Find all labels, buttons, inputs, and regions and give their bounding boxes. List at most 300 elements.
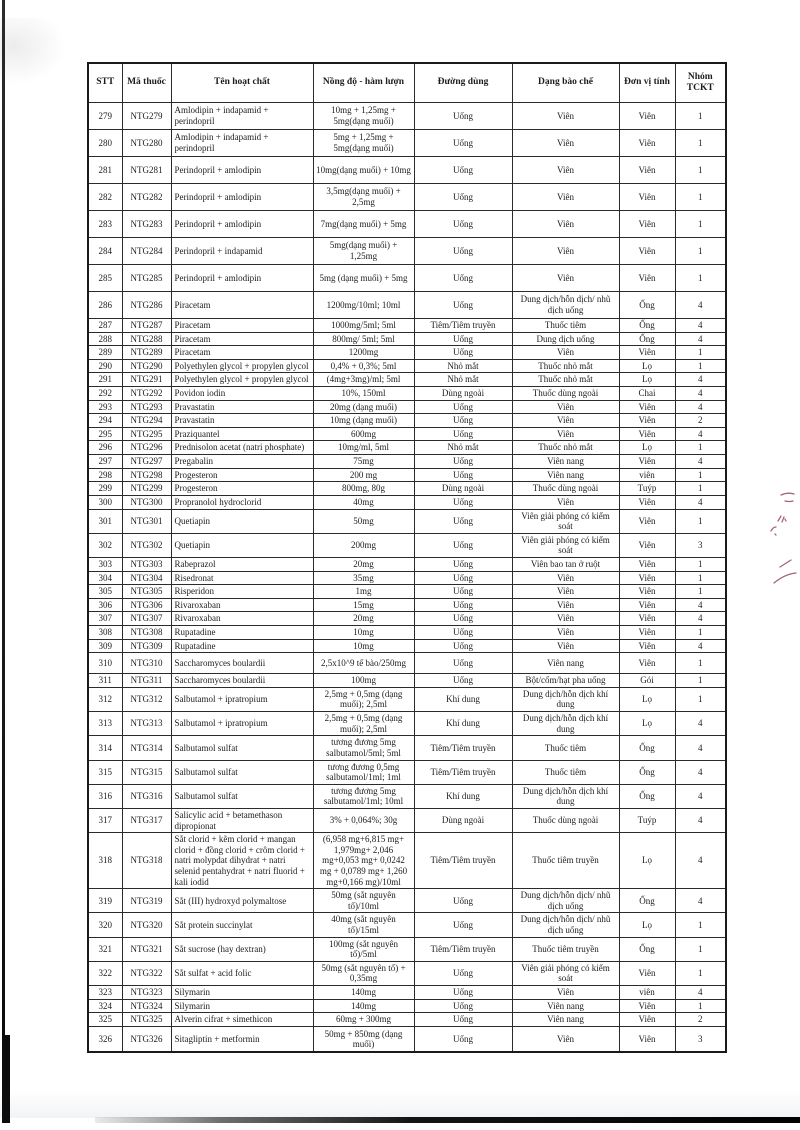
cell-nhom-tckt: 4	[675, 889, 726, 913]
cell-dang-bao-che: Viên	[512, 495, 619, 509]
col-header-dang-bao-che: Dạng bào chế	[512, 63, 619, 103]
cell-nong-do: 20mg	[313, 612, 414, 626]
scan-bottom-haze	[0, 1090, 800, 1118]
cell-stt: 289	[88, 346, 122, 360]
cell-dang-bao-che: Dung dịch/hỗn dịch khí dung	[512, 784, 619, 808]
cell-don-vi-tinh: Ống	[619, 784, 675, 808]
cell-duong-dung: Uống	[414, 346, 512, 360]
cell-stt: 288	[88, 332, 122, 346]
cell-ten-hoat-chat: Sitagliptin + metformin	[171, 1026, 313, 1052]
cell-duong-dung: Uống	[414, 585, 512, 599]
cell-dang-bao-che: Viên giải phóng có kiểm soát	[512, 509, 619, 533]
cell-stt: 309	[88, 639, 122, 653]
cell-nhom-tckt: 2	[675, 1013, 726, 1027]
table-row	[88, 373, 726, 387]
cell-dang-bao-che: Viên	[512, 184, 619, 211]
cell-ma-thuoc: NTG284	[122, 238, 171, 265]
cell-duong-dung: Nhỏ mắt	[414, 359, 512, 373]
cell-duong-dung: Uống	[414, 612, 512, 626]
cell-nhom-tckt: 4	[675, 612, 726, 626]
cell-nhom-tckt: 1	[675, 441, 726, 455]
table-row	[88, 184, 726, 211]
table-row	[88, 598, 726, 612]
cell-duong-dung: Uống	[414, 999, 512, 1013]
cell-dang-bao-che: Thuốc tiêm truyền	[512, 833, 619, 889]
cell-don-vi-tinh: Viên	[619, 346, 675, 360]
cell-dang-bao-che: Bột/cốm/hạt pha uống	[512, 674, 619, 688]
table-row	[88, 1013, 726, 1027]
cell-duong-dung: Dùng ngoài	[414, 482, 512, 496]
cell-duong-dung: Uống	[414, 400, 512, 414]
cell-don-vi-tinh: Viên	[619, 157, 675, 184]
cell-ma-thuoc: NTG304	[122, 571, 171, 585]
cell-duong-dung: Uống	[414, 1026, 512, 1052]
cell-ten-hoat-chat: Pravastatin	[171, 414, 313, 428]
table-row	[88, 833, 726, 889]
cell-don-vi-tinh: Lọ	[619, 833, 675, 889]
cell-ma-thuoc: NTG299	[122, 482, 171, 496]
cell-ten-hoat-chat: Risedronat	[171, 571, 313, 585]
cell-dang-bao-che: Dung dịch/hỗn dịch khí dung	[512, 712, 619, 736]
cell-ma-thuoc: NTG313	[122, 712, 171, 736]
cell-dang-bao-che: Viên	[512, 598, 619, 612]
cell-nong-do: 0,4% + 0,3%; 5ml	[313, 359, 414, 373]
cell-stt: 317	[88, 808, 122, 832]
cell-nhom-tckt: 2	[675, 414, 726, 428]
table-row	[88, 130, 726, 157]
cell-nhom-tckt: 4	[675, 833, 726, 889]
cell-don-vi-tinh: Viên	[619, 999, 675, 1013]
cell-stt: 315	[88, 760, 122, 784]
cell-nhom-tckt: 4	[675, 712, 726, 736]
cell-don-vi-tinh: Lọ	[619, 359, 675, 373]
cell-don-vi-tinh: Viên	[619, 585, 675, 599]
cell-dang-bao-che: Thuốc tiêm	[512, 760, 619, 784]
cell-nong-do: tương đương 5mg salbutamol/1ml; 10ml	[313, 784, 414, 808]
col-header-ten-hoat-chat: Tên hoạt chất	[171, 63, 313, 103]
cell-duong-dung: Uống	[414, 509, 512, 533]
cell-don-vi-tinh: Viên	[619, 427, 675, 441]
cell-ma-thuoc: NTG310	[122, 653, 171, 674]
cell-duong-dung: Dùng ngoài	[414, 387, 512, 401]
cell-nhom-tckt: 4	[675, 808, 726, 832]
cell-nhom-tckt: 1	[675, 653, 726, 674]
cell-stt: 323	[88, 986, 122, 1000]
cell-nhom-tckt: 4	[675, 292, 726, 319]
table-row	[88, 626, 726, 640]
cell-nong-do: (6,958 mg+6,815 mg+ 1,979mg+ 2,046 mg+0,053 mg+ 0,0242 mg + 0,0789 mg+ 1,260 mg+0,166 mg)/10ml	[313, 833, 414, 889]
cell-ma-thuoc: NTG315	[122, 760, 171, 784]
cell-duong-dung: Dùng ngoài	[414, 808, 512, 832]
cell-ten-hoat-chat: Rabeprazol	[171, 557, 313, 571]
cell-ten-hoat-chat: Sắt sucrose (hay dextran)	[171, 937, 313, 961]
cell-ten-hoat-chat: Propranolol hydroclorid	[171, 495, 313, 509]
cell-don-vi-tinh: Ống	[619, 292, 675, 319]
cell-ten-hoat-chat: Perindopril + amlodipin	[171, 184, 313, 211]
cell-ten-hoat-chat: Silymarin	[171, 986, 313, 1000]
cell-ma-thuoc: NTG302	[122, 533, 171, 557]
cell-ten-hoat-chat: Praziquantel	[171, 427, 313, 441]
cell-ten-hoat-chat: Piracetam	[171, 332, 313, 346]
cell-ma-thuoc: NTG297	[122, 455, 171, 469]
cell-dang-bao-che: Viên	[512, 571, 619, 585]
cell-ma-thuoc: NTG280	[122, 130, 171, 157]
cell-don-vi-tinh: Ống	[619, 736, 675, 760]
cell-duong-dung: Uống	[414, 211, 512, 238]
cell-dang-bao-che: Viên	[512, 157, 619, 184]
cell-dang-bao-che: Viên	[512, 103, 619, 130]
table-row	[88, 292, 726, 319]
cell-nong-do: 7mg(dạng muối) + 5mg	[313, 211, 414, 238]
cell-nhom-tckt: 1	[675, 585, 726, 599]
cell-duong-dung: Khí dung	[414, 712, 512, 736]
table-row	[88, 400, 726, 414]
cell-ten-hoat-chat: Perindopril + amlodipin	[171, 265, 313, 292]
cell-don-vi-tinh: Chai	[619, 387, 675, 401]
cell-nhom-tckt: 1	[675, 184, 726, 211]
cell-dang-bao-che: Viên	[512, 626, 619, 640]
cell-nong-do: 800mg/ 5ml; 5ml	[313, 332, 414, 346]
table-row	[88, 427, 726, 441]
cell-nong-do: 2,5x10^9 tế bào/250mg	[313, 653, 414, 674]
cell-nhom-tckt: 4	[675, 598, 726, 612]
cell-nong-do: 2,5mg + 0,5mg (dạng muối); 2,5ml	[313, 687, 414, 711]
cell-duong-dung: Uống	[414, 455, 512, 469]
cell-nong-do: 35mg	[313, 571, 414, 585]
cell-ten-hoat-chat: Saccharomyces boulardii	[171, 653, 313, 674]
cell-don-vi-tinh: Ống	[619, 760, 675, 784]
cell-nong-do: 20mg	[313, 557, 414, 571]
cell-dang-bao-che: Thuốc dùng ngoài	[512, 387, 619, 401]
table-body	[88, 103, 726, 1053]
cell-ma-thuoc: NTG314	[122, 736, 171, 760]
cell-nong-do: 3% + 0,064%; 30g	[313, 808, 414, 832]
cell-nong-do: 800mg, 80g	[313, 482, 414, 496]
cell-duong-dung: Khí dung	[414, 687, 512, 711]
cell-ma-thuoc: NTG287	[122, 319, 171, 333]
cell-duong-dung: Uống	[414, 889, 512, 913]
col-header-ma-thuoc: Mã thuốc	[122, 63, 171, 103]
cell-nong-do: 50mg + 850mg (dạng muối)	[313, 1026, 414, 1052]
cell-nong-do: 140mg	[313, 999, 414, 1013]
table-row	[88, 211, 726, 238]
cell-dang-bao-che: Viên	[512, 130, 619, 157]
cell-nhom-tckt: 1	[675, 482, 726, 496]
cell-don-vi-tinh: Lọ	[619, 913, 675, 937]
cell-don-vi-tinh: Viên	[619, 238, 675, 265]
cell-dang-bao-che: Thuốc dùng ngoài	[512, 482, 619, 496]
cell-ten-hoat-chat: Rivaroxaban	[171, 598, 313, 612]
cell-stt: 297	[88, 455, 122, 469]
cell-don-vi-tinh: Viên	[619, 184, 675, 211]
cell-nhom-tckt: 4	[675, 760, 726, 784]
cell-ten-hoat-chat: Saccharomyces boulardii	[171, 674, 313, 688]
col-header-nhom-tckt: Nhóm TCKT	[675, 63, 726, 103]
cell-stt: 301	[88, 509, 122, 533]
cell-nong-do: 10%, 150ml	[313, 387, 414, 401]
handwritten-marks-icon	[735, 488, 800, 618]
cell-nong-do: 50mg	[313, 509, 414, 533]
cell-ten-hoat-chat: Risperidon	[171, 585, 313, 599]
cell-stt: 294	[88, 414, 122, 428]
cell-stt: 286	[88, 292, 122, 319]
cell-ten-hoat-chat: Prednisolon acetat (natri phosphate)	[171, 441, 313, 455]
cell-don-vi-tinh: Viên	[619, 211, 675, 238]
cell-ma-thuoc: NTG326	[122, 1026, 171, 1052]
table-row	[88, 687, 726, 711]
scan-edge-left-thick	[2, 1035, 10, 1123]
cell-dang-bao-che: Viên nang	[512, 468, 619, 482]
table-row	[88, 585, 726, 599]
cell-nong-do: 1mg	[313, 585, 414, 599]
cell-ten-hoat-chat: Quetiapin	[171, 509, 313, 533]
cell-ma-thuoc: NTG296	[122, 441, 171, 455]
cell-ma-thuoc: NTG286	[122, 292, 171, 319]
cell-duong-dung: Uống	[414, 495, 512, 509]
cell-stt: 304	[88, 571, 122, 585]
cell-nong-do: 40mg	[313, 495, 414, 509]
cell-dang-bao-che: Viên nang	[512, 999, 619, 1013]
cell-nhom-tckt: 4	[675, 784, 726, 808]
cell-don-vi-tinh: Viên	[619, 557, 675, 571]
cell-dang-bao-che: Dung dịch/hỗn dịch/ nhũ dịch uống	[512, 889, 619, 913]
cell-nong-do: 140mg	[313, 986, 414, 1000]
cell-ten-hoat-chat: Alverin cifrat + simethicon	[171, 1013, 313, 1027]
cell-duong-dung: Tiêm/Tiêm truyền	[414, 833, 512, 889]
cell-ten-hoat-chat: Perindopril + indapamid	[171, 238, 313, 265]
cell-ma-thuoc: NTG294	[122, 414, 171, 428]
cell-ten-hoat-chat: Progesteron	[171, 468, 313, 482]
cell-stt: 291	[88, 373, 122, 387]
header-row	[88, 63, 726, 103]
cell-ten-hoat-chat: Sắt clorid + kẽm clorid + mangan clorid + đồng clorid + crôm clorid + natri molypdat dihydrat + natri selenid pentahydrat + natri fluorid + kali iodid	[171, 833, 313, 889]
table-row	[88, 346, 726, 360]
cell-duong-dung: Uống	[414, 557, 512, 571]
table-row	[88, 509, 726, 533]
cell-nong-do: 200 mg	[313, 468, 414, 482]
cell-don-vi-tinh: Gói	[619, 674, 675, 688]
table-row	[88, 937, 726, 961]
cell-stt: 285	[88, 265, 122, 292]
cell-duong-dung: Uống	[414, 265, 512, 292]
cell-don-vi-tinh: Lọ	[619, 373, 675, 387]
cell-nhom-tckt: 1	[675, 211, 726, 238]
cell-dang-bao-che: Viên	[512, 346, 619, 360]
cell-dang-bao-che: Dung dịch uống	[512, 332, 619, 346]
cell-don-vi-tinh: Viên	[619, 653, 675, 674]
cell-don-vi-tinh: Viên	[619, 103, 675, 130]
cell-stt: 300	[88, 495, 122, 509]
cell-nhom-tckt: 1	[675, 626, 726, 640]
cell-duong-dung: Nhỏ mắt	[414, 373, 512, 387]
cell-nong-do: 5mg(dạng muối) + 1,25mg	[313, 238, 414, 265]
cell-ma-thuoc: NTG318	[122, 833, 171, 889]
cell-stt: 279	[88, 103, 122, 130]
cell-nong-do: 50mg (sắt nguyên tố) + 0,35mg	[313, 961, 414, 985]
cell-duong-dung: Uống	[414, 130, 512, 157]
table-row	[88, 784, 726, 808]
cell-ma-thuoc: NTG324	[122, 999, 171, 1013]
cell-nong-do: 2,5mg + 0,5mg (dạng muối); 2,5ml	[313, 712, 414, 736]
cell-stt: 326	[88, 1026, 122, 1052]
cell-nhom-tckt: 1	[675, 999, 726, 1013]
cell-don-vi-tinh: Viên	[619, 1013, 675, 1027]
cell-ten-hoat-chat: Rupatadine	[171, 626, 313, 640]
cell-ten-hoat-chat: Salbutamol sulfat	[171, 784, 313, 808]
cell-nhom-tckt: 4	[675, 427, 726, 441]
table-row	[88, 571, 726, 585]
cell-dang-bao-che: Viên giải phóng có kiểm soát	[512, 961, 619, 985]
cell-nhom-tckt: 1	[675, 238, 726, 265]
cell-duong-dung: Uống	[414, 986, 512, 1000]
cell-duong-dung: Uống	[414, 533, 512, 557]
scan-edge-bottom	[95, 1117, 800, 1123]
cell-ten-hoat-chat: Polyethylen glycol + propylen glycol	[171, 359, 313, 373]
cell-ma-thuoc: NTG303	[122, 557, 171, 571]
cell-nong-do: 200mg	[313, 533, 414, 557]
cell-stt: 306	[88, 598, 122, 612]
table-row	[88, 265, 726, 292]
cell-stt: 281	[88, 157, 122, 184]
cell-don-vi-tinh: Lọ	[619, 712, 675, 736]
cell-ma-thuoc: NTG279	[122, 103, 171, 130]
cell-stt: 287	[88, 319, 122, 333]
cell-nong-do: 1200mg	[313, 346, 414, 360]
cell-stt: 316	[88, 784, 122, 808]
cell-duong-dung: Uống	[414, 468, 512, 482]
cell-ma-thuoc: NTG288	[122, 332, 171, 346]
scan-edge-left	[2, 0, 5, 1090]
cell-dang-bao-che: Viên	[512, 427, 619, 441]
cell-nong-do: 3,5mg(dạng muối) + 2,5mg	[313, 184, 414, 211]
cell-dang-bao-che: Thuốc nhỏ mắt	[512, 359, 619, 373]
cell-dang-bao-che: Viên	[512, 585, 619, 599]
cell-don-vi-tinh: Tuýp	[619, 808, 675, 832]
cell-ma-thuoc: NTG317	[122, 808, 171, 832]
cell-don-vi-tinh: viên	[619, 468, 675, 482]
table-row	[88, 612, 726, 626]
table-row	[88, 674, 726, 688]
cell-ten-hoat-chat: Perindopril + amlodipin	[171, 157, 313, 184]
cell-ma-thuoc: NTG309	[122, 639, 171, 653]
cell-nong-do: 10mg (dạng muối)	[313, 414, 414, 428]
cell-nong-do: 5mg (dạng muối) + 5mg	[313, 265, 414, 292]
cell-dang-bao-che: Thuốc dùng ngoài	[512, 808, 619, 832]
table-row	[88, 482, 726, 496]
cell-nong-do: 20mg (dạng muối)	[313, 400, 414, 414]
cell-ten-hoat-chat: Sắt sulfat + acid folic	[171, 961, 313, 985]
cell-don-vi-tinh: Viên	[619, 639, 675, 653]
cell-nong-do: 60mg + 300mg	[313, 1013, 414, 1027]
cell-nhom-tckt: 1	[675, 468, 726, 482]
cell-nong-do: 15mg	[313, 598, 414, 612]
cell-stt: 318	[88, 833, 122, 889]
cell-stt: 283	[88, 211, 122, 238]
col-header-nong-do: Nồng độ - hàm lượn	[313, 63, 414, 103]
cell-don-vi-tinh: viên	[619, 986, 675, 1000]
cell-duong-dung: Uống	[414, 653, 512, 674]
cell-ten-hoat-chat: Rivaroxaban	[171, 612, 313, 626]
cell-ma-thuoc: NTG285	[122, 265, 171, 292]
cell-duong-dung: Uống	[414, 1013, 512, 1027]
cell-nhom-tckt: 1	[675, 571, 726, 585]
cell-stt: 314	[88, 736, 122, 760]
cell-ma-thuoc: NTG291	[122, 373, 171, 387]
cell-ten-hoat-chat: Salbutamol + ipratropium	[171, 687, 313, 711]
cell-ten-hoat-chat: Povidon iodin	[171, 387, 313, 401]
cell-dang-bao-che: Thuốc tiêm truyền	[512, 937, 619, 961]
cell-don-vi-tinh: Viên	[619, 265, 675, 292]
cell-duong-dung: Uống	[414, 238, 512, 265]
cell-stt: 320	[88, 913, 122, 937]
cell-dang-bao-che: Viên giải phóng có kiểm soát	[512, 533, 619, 557]
cell-nhom-tckt: 3	[675, 533, 726, 557]
cell-ma-thuoc: NTG289	[122, 346, 171, 360]
table-row	[88, 760, 726, 784]
cell-dang-bao-che: Viên	[512, 400, 619, 414]
cell-ma-thuoc: NTG300	[122, 495, 171, 509]
cell-ma-thuoc: NTG292	[122, 387, 171, 401]
cell-ten-hoat-chat: Silymarin	[171, 999, 313, 1013]
cell-nhom-tckt: 4	[675, 373, 726, 387]
cell-don-vi-tinh: Viên	[619, 961, 675, 985]
scan-corner-smudge	[0, 18, 70, 88]
cell-stt: 292	[88, 387, 122, 401]
cell-duong-dung: Uống	[414, 639, 512, 653]
cell-don-vi-tinh: Lọ	[619, 441, 675, 455]
cell-don-vi-tinh: Viên	[619, 509, 675, 533]
cell-duong-dung: Uống	[414, 414, 512, 428]
cell-ten-hoat-chat: Salbutamol + ipratropium	[171, 712, 313, 736]
col-header-don-vi-tinh: Đơn vị tính	[619, 63, 675, 103]
cell-ten-hoat-chat: Rupatadine	[171, 639, 313, 653]
cell-stt: 325	[88, 1013, 122, 1027]
cell-stt: 324	[88, 999, 122, 1013]
cell-stt: 322	[88, 961, 122, 985]
cell-ma-thuoc: NTG283	[122, 211, 171, 238]
cell-dang-bao-che: Viên	[512, 986, 619, 1000]
table-row	[88, 103, 726, 130]
cell-don-vi-tinh: Ống	[619, 332, 675, 346]
cell-don-vi-tinh: Ống	[619, 937, 675, 961]
table-row	[88, 359, 726, 373]
cell-nong-do: 10mg	[313, 639, 414, 653]
cell-ten-hoat-chat: Salicylic acid + betamethason dipropionat	[171, 808, 313, 832]
cell-ten-hoat-chat: Sắt (III) hydroxyd polymaltose	[171, 889, 313, 913]
cell-ma-thuoc: NTG290	[122, 359, 171, 373]
cell-stt: 305	[88, 585, 122, 599]
cell-ma-thuoc: NTG301	[122, 509, 171, 533]
cell-ten-hoat-chat: Progesteron	[171, 482, 313, 496]
cell-ma-thuoc: NTG282	[122, 184, 171, 211]
table-row	[88, 468, 726, 482]
cell-dang-bao-che: Viên	[512, 211, 619, 238]
cell-ma-thuoc: NTG298	[122, 468, 171, 482]
cell-nhom-tckt: 4	[675, 400, 726, 414]
cell-duong-dung: Uống	[414, 598, 512, 612]
cell-stt: 303	[88, 557, 122, 571]
cell-duong-dung: Uống	[414, 674, 512, 688]
cell-ma-thuoc: NTG307	[122, 612, 171, 626]
cell-don-vi-tinh: Viên	[619, 598, 675, 612]
cell-nong-do: 10mg + 1,25mg + 5mg(dạng muối)	[313, 103, 414, 130]
cell-ten-hoat-chat: Amlodipin + indapamid + perindopril	[171, 103, 313, 130]
table-row	[88, 736, 726, 760]
cell-dang-bao-che: Viên nang	[512, 653, 619, 674]
cell-ma-thuoc: NTG316	[122, 784, 171, 808]
table-row	[88, 961, 726, 985]
cell-ten-hoat-chat: Piracetam	[171, 292, 313, 319]
